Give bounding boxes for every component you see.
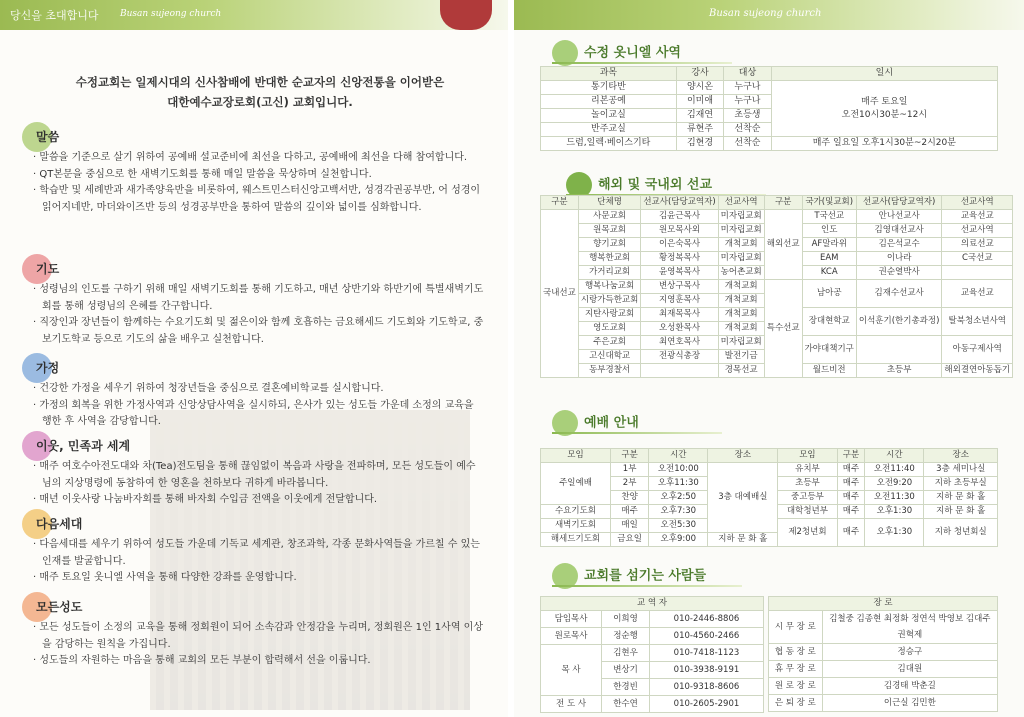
- section-title: 기도: [36, 262, 60, 276]
- table-cell: 의료선교: [942, 238, 1013, 252]
- table-row: [769, 661, 998, 678]
- table-header: 교 역 자: [541, 597, 764, 611]
- table-header: 시간: [865, 449, 924, 463]
- table-cell: 매주: [610, 505, 648, 519]
- table-cell: 변상기: [602, 662, 650, 679]
- table-cell: 협 동 장 로: [769, 644, 823, 661]
- table-cell: 장대현학교: [802, 308, 856, 336]
- table-cell: 매주: [837, 519, 865, 547]
- table-header: 구분: [541, 196, 579, 210]
- othniel-col-teacher: 강사: [676, 67, 723, 81]
- table-cell: 초등생: [724, 109, 771, 123]
- table-cell: 놀이교실: [541, 109, 677, 123]
- list-item: · 학습반 및 세례반과 새가족양육반을 비롯하여, 웨스트민스터신앙고백서반, 성경각권공부반, 어 성경이 읽어지네반, 마더와이즈반 등의 성경공부반을 통하여 말씀의 깊이와 넓이를 심화합니다.: [30, 183, 485, 216]
- table-row: [541, 611, 764, 628]
- table-cell: 한경빈: [602, 679, 650, 696]
- table-cell: 해외결연아동돕기: [942, 364, 1013, 378]
- table-cell: 지하 문 화 홀: [924, 505, 998, 519]
- table-cell: 새벽기도회: [541, 519, 611, 533]
- right-page: [514, 0, 1024, 717]
- list-item: · 직장인과 장년들이 함께하는 수요기도회 및 젊은이와 함께 호흡하는 금요해세드 기도회와 기도학교, 중보기도학교 등으로 기도의 삶을 배우고 실천합니다.: [30, 315, 485, 348]
- staff-elders-table: [768, 596, 998, 712]
- table-cell: 최재목목사: [641, 308, 718, 322]
- section-heading: [30, 513, 485, 535]
- table-cell: 농어촌교회: [718, 266, 764, 280]
- list-item: · 가정의 회복을 위한 가정사역과 신앙상담사역을 실시하되, 은사가 있는 성도들 가운데 소정의 교육을 행한 후 사역을 감당합니다.: [30, 398, 485, 431]
- list-item: · 매년 이웃사랑 나눔바자회를 통해 바자회 수입금 전액을 이웃에게 전달합니다.: [30, 492, 485, 509]
- table-header: 선교사역: [942, 196, 1013, 210]
- staff-title-text: 교회를 섬기는 사람들: [584, 568, 707, 584]
- table-cell: 정승구: [822, 644, 997, 661]
- table-cell: 선착순: [724, 137, 771, 151]
- table-cell: 목 사: [541, 645, 602, 696]
- table-cell: 김경태 박춘길: [822, 678, 997, 695]
- table-cell: 매주: [837, 477, 865, 491]
- table-cell: 김재연: [676, 109, 723, 123]
- table-cell: 탈북청소년사역: [942, 308, 1013, 336]
- missions-table: [540, 195, 1013, 378]
- othniel-col-subject: 과목: [541, 67, 677, 81]
- table-cell: 향기교회: [578, 238, 640, 252]
- table-cell: 원목교회: [578, 224, 640, 238]
- table-cell: 제2청년회: [778, 519, 837, 547]
- section-0: [30, 126, 485, 216]
- table-cell: 유치부: [778, 463, 837, 477]
- table-cell: 중고등부: [778, 491, 837, 505]
- table-cell: 미자립교회: [718, 336, 764, 350]
- table-cell: 오후2:50: [649, 491, 708, 505]
- table-header: 구분: [610, 449, 648, 463]
- section-title: 모든성도: [36, 600, 83, 614]
- table-cell: 최연호목사: [641, 336, 718, 350]
- table-cell: 대학청년부: [778, 505, 837, 519]
- table-cell: 지영훈목사: [641, 294, 718, 308]
- table-cell: 개척교회: [718, 294, 764, 308]
- othniel-title: [552, 40, 732, 64]
- othniel-title-text: 수정 옷니엘 사역: [584, 45, 681, 61]
- table-cell: 발전기금: [718, 350, 764, 364]
- worship-title: [552, 410, 722, 434]
- table-cell: 누구나: [724, 95, 771, 109]
- table-cell: 개척교회: [718, 238, 764, 252]
- table-cell: 윤영복목사: [641, 266, 718, 280]
- table-cell: 정순행: [602, 628, 650, 645]
- table-cell: 오후7:30: [649, 505, 708, 519]
- table-cell: 이근실 김민한: [822, 695, 997, 712]
- othniel-sunday-time: 매주 일요일 오후1시30분~2시20분: [771, 137, 997, 151]
- table-cell: 교육선교: [942, 210, 1013, 224]
- table-cell: 개척교회: [718, 322, 764, 336]
- left-header-title: 당신을 초대합니다: [10, 9, 99, 22]
- table-cell: 가거리교회: [578, 266, 640, 280]
- table-cell: 010-4560-2466: [649, 628, 763, 645]
- table-cell: 010-7418-1123: [649, 645, 763, 662]
- table-cell: 개척교회: [718, 308, 764, 322]
- table-cell: 동부경찰서: [578, 364, 640, 378]
- table-cell: 인도: [802, 224, 856, 238]
- table-cell: 김윤근목사: [641, 210, 718, 224]
- table-cell: 은 퇴 장 로: [769, 695, 823, 712]
- table-header: 시간: [649, 449, 708, 463]
- table-cell: 1부: [610, 463, 648, 477]
- table-cell: 찬양: [610, 491, 648, 505]
- table-cell: 오후1:30: [865, 519, 924, 547]
- table-cell: C국선교: [942, 252, 1013, 266]
- header-ornament: [440, 0, 492, 30]
- list-item: · 매주 토요일 옷니엘 사역을 통해 다양한 강좌를 운영합니다.: [30, 570, 485, 587]
- table-cell: 행복나눔교회: [578, 280, 640, 294]
- table-cell: 교육선교: [942, 280, 1013, 308]
- table-row: [541, 463, 998, 477]
- table-cell: 주은교회: [578, 336, 640, 350]
- table-cell: 미자립교회: [718, 252, 764, 266]
- table-cell: 김영대선교사: [856, 224, 942, 238]
- table-cell: 변상구목사: [641, 280, 718, 294]
- table-cell: 010-2605-2901: [649, 696, 763, 713]
- section-list: [30, 459, 485, 509]
- table-cell: 시랑가득한교회: [578, 294, 640, 308]
- table-header: 단체명: [578, 196, 640, 210]
- overseas-label: 해외선교: [764, 210, 802, 280]
- section-heading: [30, 258, 485, 280]
- list-item: · 매주 여호수아전도대와 차(Tea)전도팀을 통해 끊임없이 복음과 사랑을 전파하며, 모든 성도들이 예수님의 지상명령에 동참하여 한 영혼을 천하보다 귀하게 바라봅니다.: [30, 459, 485, 492]
- table-cell: 010-2446-8806: [649, 611, 763, 628]
- table-cell: 통기타반: [541, 81, 677, 95]
- table-row: [769, 695, 998, 712]
- section-4: [30, 513, 485, 587]
- table-header: 선교사역: [718, 196, 764, 210]
- table-cell: 해세드기도회: [541, 533, 611, 547]
- section-5: [30, 596, 485, 670]
- table-cell: 미자립교회: [718, 210, 764, 224]
- table-cell: EAM: [802, 252, 856, 266]
- table-cell: 드럼,일렉·베이스기타: [541, 137, 677, 151]
- section-title: 이웃, 민족과 세계: [36, 439, 131, 453]
- section-list: [30, 620, 485, 670]
- section-2: [30, 357, 485, 431]
- table-row: [541, 137, 998, 151]
- section-heading: [30, 357, 485, 379]
- section-list: [30, 282, 485, 348]
- table-cell: 3층 세미나실: [924, 463, 998, 477]
- table-cell: 이나라: [856, 252, 942, 266]
- table-header: 모임: [778, 449, 837, 463]
- table-cell: 지탄사랑교회: [578, 308, 640, 322]
- table-cell: 김재수선교사: [856, 280, 942, 308]
- table-cell: 담임목사: [541, 611, 602, 628]
- staff-pastors-table: [540, 596, 764, 713]
- table-cell: 시 무 장 로: [769, 611, 823, 644]
- section-title: 가정: [36, 361, 60, 375]
- section-list: [30, 150, 485, 216]
- table-cell: 오전11:40: [865, 463, 924, 477]
- table-cell: 이석훈기(한기총과정): [856, 308, 942, 336]
- table-cell: 원 로 장 로: [769, 678, 823, 695]
- table-cell: 누구나: [724, 81, 771, 95]
- table-cell: 권순열박사: [856, 266, 942, 280]
- left-page: [0, 0, 508, 717]
- table-cell: 선착순: [724, 123, 771, 137]
- table-cell: 양시온: [676, 81, 723, 95]
- table-row: [541, 280, 1013, 294]
- table-cell: 가야대책기구: [802, 336, 856, 364]
- table-cell: 휴 무 장 로: [769, 661, 823, 678]
- special-label: 특수선교: [764, 280, 802, 378]
- table-cell: 전광식총장: [641, 350, 718, 364]
- table-cell: 지하 청년회실: [924, 519, 998, 547]
- intro-line-1: 수정교회는 일제시대의 신사참배에 반대한 순교자의 신앙전통을 이어받은: [75, 75, 445, 89]
- worship-title-text: 예배 안내: [584, 415, 639, 431]
- table-cell: 사문교회: [578, 210, 640, 224]
- table-row: [541, 645, 764, 662]
- section-heading: [30, 126, 485, 148]
- list-item: · 성령님의 인도를 구하기 위해 매일 새벽기도회를 통해 기도하고, 매년 상반기와 하반기에 특별새벽기도회를 통해 성령님의 은혜를 간구합니다.: [30, 282, 485, 315]
- table-cell: 영도교회: [578, 322, 640, 336]
- table-header: 구분: [837, 449, 865, 463]
- table-cell: 오전5:30: [649, 519, 708, 533]
- table-cell: 아동구제사역: [942, 336, 1013, 364]
- table-cell: 금요일: [610, 533, 648, 547]
- list-item: · QT본문을 중심으로 한 새벽기도회를 통해 매일 말씀을 묵상하며 실천합니다.: [30, 167, 485, 184]
- table-cell: 김현우: [602, 645, 650, 662]
- table-cell: [856, 336, 942, 364]
- list-item: · 건강한 가정을 세우기 위하여 청장년들을 중심으로 결혼예비학교를 실시합니다.: [30, 381, 485, 398]
- section-title: 말씀: [36, 130, 60, 144]
- table-cell: 지하 문 화 홀: [924, 491, 998, 505]
- table-cell: 매주: [837, 463, 865, 477]
- table-cell: 오전10:00: [649, 463, 708, 477]
- table-cell: 3층 대예배실: [708, 463, 778, 533]
- table-cell: 지하 초등부실: [924, 477, 998, 491]
- table-row: [541, 628, 764, 645]
- table-cell: 김대원: [822, 661, 997, 678]
- list-item: · 성도들의 자원하는 마음을 통해 교회의 모든 부분이 합력해서 선을 이룹니다.: [30, 653, 485, 670]
- othniel-saturday-time: [771, 81, 997, 137]
- section-heading: [30, 596, 485, 618]
- table-cell: 2부: [610, 477, 648, 491]
- table-cell: 리본공예: [541, 95, 677, 109]
- table-cell: 오전11:30: [865, 491, 924, 505]
- table-cell: 안나선교사: [856, 210, 942, 224]
- section-title: 다음세대: [36, 517, 83, 531]
- table-row: [769, 678, 998, 695]
- table-cell: 전 도 사: [541, 696, 602, 713]
- table-header: 모임: [541, 449, 611, 463]
- table-cell: [942, 266, 1013, 280]
- table-cell: 주일예배: [541, 463, 611, 505]
- section-list: [30, 381, 485, 431]
- table-header: 장 로: [769, 597, 998, 611]
- table-cell: 원모목사외: [641, 224, 718, 238]
- staff-title: [552, 563, 742, 587]
- table-cell: 미자립교회: [718, 224, 764, 238]
- table-cell: 원로목사: [541, 628, 602, 645]
- table-cell: 매주 토요일: [861, 96, 908, 107]
- table-cell: 이미애: [676, 95, 723, 109]
- table-header: 장소: [708, 449, 778, 463]
- table-cell: 오전10시30분~12시: [841, 109, 928, 120]
- table-cell: 고신대학교: [578, 350, 640, 364]
- table-cell: 010-9318-8606: [649, 679, 763, 696]
- table-cell: 행복한교회: [578, 252, 640, 266]
- missions-title-text: 해외 및 국내외 선교: [598, 177, 713, 193]
- table-cell: 오후11:30: [649, 477, 708, 491]
- section-3: [30, 435, 485, 509]
- table-cell: 류현주: [676, 123, 723, 137]
- table-cell: AF말라위: [802, 238, 856, 252]
- table-header: 구분: [764, 196, 802, 210]
- intro: [40, 72, 480, 112]
- list-item: · 모든 성도들이 소정의 교육을 통해 정회원이 되어 소속감과 안정감을 누리며, 정회원은 1인 1사역 이상을 감당하는 원칙을 가집니다.: [30, 620, 485, 653]
- table-cell: 남아공: [802, 280, 856, 308]
- table-cell: 초등부: [856, 364, 942, 378]
- table-header: 장소: [924, 449, 998, 463]
- table-row: [769, 611, 998, 644]
- othniel-col-target: 대상: [724, 67, 771, 81]
- table-cell: 지하 문 화 홀: [708, 533, 778, 547]
- table-cell: 초등부: [778, 477, 837, 491]
- table-cell: KCA: [802, 266, 856, 280]
- right-header-script: Busan sujeong church: [709, 8, 822, 19]
- table-cell: 한수연: [602, 696, 650, 713]
- table-cell: 010-3938-9191: [649, 662, 763, 679]
- table-cell: 오후1:30: [865, 505, 924, 519]
- table-cell: 매주: [837, 491, 865, 505]
- table-header: 국가(및교회): [802, 196, 856, 210]
- worship-table: [540, 448, 998, 547]
- table-cell: 김철중 김종현 최정화 정연석 박영보 김대주 권혁제: [822, 611, 997, 644]
- table-cell: [641, 364, 718, 378]
- left-header-script: Busan sujeong church: [120, 9, 222, 19]
- table-cell: 반주교실: [541, 123, 677, 137]
- right-header-bar: [514, 0, 1024, 30]
- domestic-label: 국내선교: [541, 210, 579, 378]
- table-cell: 매일: [610, 519, 648, 533]
- table-cell: 경목선교: [718, 364, 764, 378]
- table-cell: 선교사역: [942, 224, 1013, 238]
- table-header: 선교사(담당교역자): [856, 196, 942, 210]
- section-list: [30, 537, 485, 587]
- table-row: [769, 644, 998, 661]
- table-cell: 오전9:20: [865, 477, 924, 491]
- table-header: 선교사(담당교역자): [641, 196, 718, 210]
- left-header-bar: [0, 0, 508, 30]
- table-cell: 김은석교수: [856, 238, 942, 252]
- section-1: [30, 258, 485, 348]
- list-item: · 말씀을 기준으로 살기 위하여 공예배 설교준비에 최선을 다하고, 공예배에 최선을 다해 참여합니다.: [30, 150, 485, 167]
- table-cell: 이은숙목사: [641, 238, 718, 252]
- table-cell: T국선교: [802, 210, 856, 224]
- list-item: · 다음세대를 세우기 위하여 성도들 가운데 기독교 세계관, 창조과학, 각종 문화사역들을 가르칠 수 있는 인재를 발굴합니다.: [30, 537, 485, 570]
- table-cell: 김현경: [676, 137, 723, 151]
- table-row: [541, 210, 1013, 224]
- othniel-col-time: 일시: [771, 67, 997, 81]
- table-cell: 개척교회: [718, 280, 764, 294]
- table-cell: 이희영: [602, 611, 650, 628]
- section-heading: [30, 435, 485, 457]
- missions-title: [566, 172, 766, 196]
- table-cell: 매주: [837, 505, 865, 519]
- table-cell: 월드비전: [802, 364, 856, 378]
- table-row: [541, 696, 764, 713]
- table-cell: 수요기도회: [541, 505, 611, 519]
- table-cell: 황정복목사: [641, 252, 718, 266]
- table-row: [541, 81, 998, 95]
- table-cell: 오후9:00: [649, 533, 708, 547]
- table-cell: 오성환목사: [641, 322, 718, 336]
- othniel-table: [540, 66, 998, 151]
- intro-line-2: 대한예수교장로회(고신) 교회입니다.: [167, 95, 353, 109]
